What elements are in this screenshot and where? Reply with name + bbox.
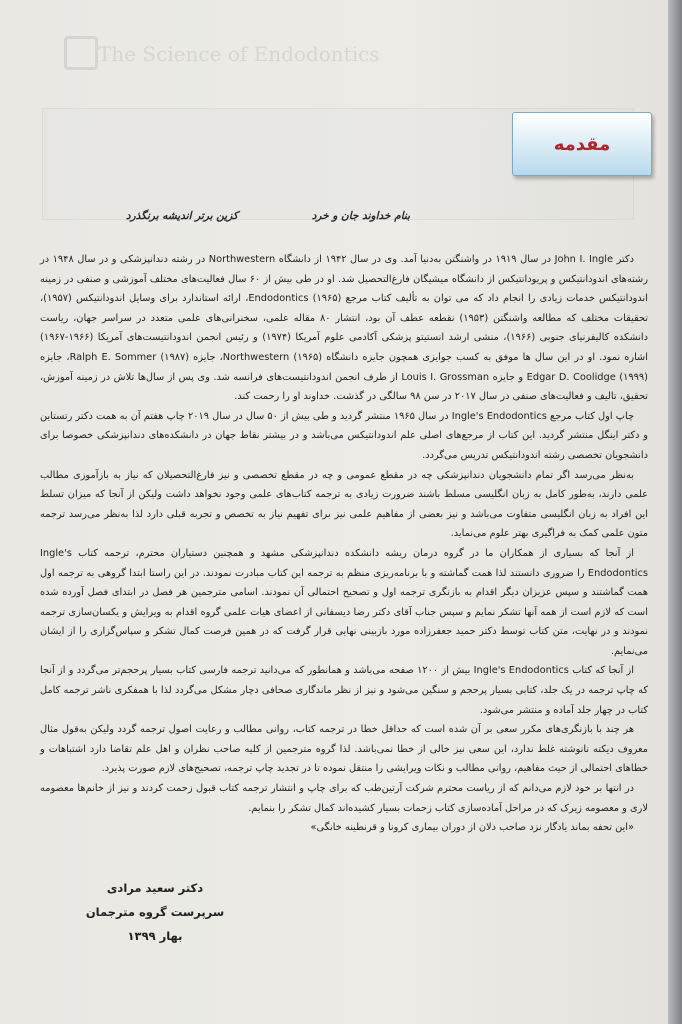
signature-date: بهار ۱۳۹۹ <box>127 929 183 943</box>
page-title: مقدمه <box>553 133 611 155</box>
paragraph-book-history: چاپ اول کتاب مرجع Ingle's Endodontics در سال ۱۹۶۵ منتشر گردید و طی بیش از ۵۰ سال در سال ۲۰۱۹ چاپ هفتم آن به همت دکتر رتستاین و دکتر اینگل منتشر گردید. این کتاب از مرجع‌های اصلی علم اندودانتیکس می‌باشد و در بیشتر نقاط جهان در دانشکده‌های دندانپزشکی خصوصا برای دانشجویان تخصصی رشته اندودانتیکس تدریس می‌گردد. <box>40 410 648 461</box>
paragraph-thanks: در انتها بر خود لازم می‌دانم که از ریاست محترم شرکت آرتین‌طب که برای چاپ و انتشار ترجمه کتاب قبول زحمت کردند و نیز از خانم‌ها معصومه لاری و معصومه زیرک که در مراحل آماده‌سازی کتاب زحمات بسیار کشیده‌اند کمال تشکر را بنمایم. <box>40 783 648 814</box>
verse-right: بنام خداوند جان و خرد <box>311 210 410 222</box>
signature-name: دکتر سعید مرادی <box>106 881 204 895</box>
watermark-title: The Science of Endodontics <box>98 42 380 66</box>
signature-block <box>70 876 240 948</box>
page-edge-shadow <box>668 0 682 1024</box>
paragraph-translation-need: به‌نظر می‌رسد اگر تمام دانشجویان دندانپزشکی چه در مقطع عمومی و چه در مقطع تخصصی و نیز فارغ‌التحصیلان که نیاز به بازآموزی مطالب علمی دارند، به‌طور کامل به زبان انگلیسی مسلط باشند ضرورت زیادی به ترجمه کتاب‌های علمی وجود نخواهد داشت ولیکن از آنجا که میزان تسلط این افراد به زبان انگلیسی متفاوت می‌باشد و نیز بعضی از مفاهیم علمی نیز برای تفهیم نیاز به تخصص و تجربه قبلی دارد لذا به‌نظر می‌رسد ترجمه متون علمی کمک به فراگیری بهتر علوم می‌نماید. <box>40 469 648 540</box>
title-box <box>512 112 652 176</box>
paragraph-dedication: «این تحفه بماند یادگار نزد صاحب دلان از دوران بیماری کرونا و قرنطینه خانگی» <box>310 822 634 834</box>
verse-left: کزین برتر اندیشه برنگذرد <box>125 210 238 222</box>
paragraph-volumes: از آنجا که کتاب Ingle's Endodontics بیش از ۱۲۰۰ صفحه می‌باشد و همانطور که می‌دانید ترجمه فارسی کتاب بسیار پرحجم‌تر می‌گردد و از آنجا که چاپ ترجمه در یک جلد، کتابی بسیار پرحجم و سنگین می‌شود و نیز از نظر ماندگاری صحافی دچار مشکل می‌گردد لذا با همفکری ناشر ترجمه کامل کتاب در چهار جلد آماده و منتشر می‌شود. <box>40 665 648 716</box>
body-text <box>40 250 648 838</box>
paragraph-translation-process: از آنجا که بسیاری از همکاران ما در گروه درمان ریشه دانشکده دندانپزشکی مشهد و همچنین دستیاران محترم، ترجمه کتاب Ingle's Endodontics را ضروری دانستند لذا همت گماشته و با برنامه‌ریزی منظم به ترجمه این کتاب مبادرت نمودند. در این راستا ابتدا گروهی به ترجمه اول همت گماشتند و سپس عزیزان دیگر اقدام به بازنگری ترجمه اول و تصحیح احتمالی آن نمودند. اسامی مترجمین هر فصل در ابتدای فصل آورده شده است که لازم است از همه آنها تشکر نمایم و سپس جناب آقای دکتر رضا دیسفانی از اعضای هیات علمی گروه اقدام به ویرایش و یکسان‌سازی ترجمه نمودند و در نهایت، متن کتاب توسط دکتر حمید جعفرزاده مورد بازبینی نهایی قرار گرفت که در همین فرصت کمال تشکر و سپاس‌گزاری را از ایشان می‌نمایم. <box>40 547 648 657</box>
signature-role: سرپرست گروه مترجمان <box>85 905 225 919</box>
paragraph-errata: هر چند با بازنگری‌های مکرر سعی بر آن شده است که حداقل خطا در ترجمه کتاب، روانی مطالب و رعایت اصول ترجمه گردد ولیکن به‌قول مثال معروف دیکته نانوشته غلط ندارد، این سعی نیز خالی از خطا نمی‌باشد. لذا گروه مترجمین از کلیه صاحب نظران و اهل علم تقاضا دارد اشتباهات و خطاهای احتمالی از حیث مفاهیم، روانی مطالب و نکات ویرایشی را منتقل نموده تا در تجدید چاپ ترجمه، تصحیح‌های لازم صورت پذیرد. <box>40 724 648 775</box>
paragraph-biography: دکتر John I. Ingle در سال ۱۹۱۹ در واشنگتن به‌دنیا آمد. وی در سال ۱۹۴۲ از دانشگاه Northwestern در رشته دندانپزشکی و در سال ۱۹۴۸ در رشته‌های اندودانتیکس و پریودانتیکس از دانشگاه میشیگان فارغ‌التحصیل شد. او در طی بیش از ۶۰ سال فعالیت‌های مختلف آموزشی و صنفی در زمینه اندودانتیکس خدمات زیادی را انجام داد که می توان به تألیف کتاب مرجع Endodontics (۱۹۶۵)، ارائه استاندارد برای وسایل اندودانتیکس (۱۹۵۷)، تحقیقات مختلف که مطالعه واشنگتن (۱۹۵۳) نقطعه عطف آن بود، انتشار ۸۰ مقاله علمی، سخنرانی‌های علمی متعدد در سراسر جهان، ریاست دانشکده کالیفرنیای جنوبی (۱۹۶۶)، منشی ارشد انستیتو پزشکی آکادمی علوم آمریکا (۱۹۷۴) و رئیس انجمن اندودانتیست‌های آمریکا (۱۹۶۶-۱۹۶۷) اشاره نمود. او در این سال ها موفق به کسب جوایزی همچون جایزه دانشگاه Northwestern (۱۹۶۵)، جایزه Ralph E. Sommer (۱۹۸۷)، جایزه Edgar D. Coolidge (۱۹۹۹) و جایزه Louis I. Grossman از طرف انجمن اندودانتیست‌های فرانسه شد. وی پس از سال‌ها تلاش در زمینه آموزش، تحقیق، تالیف و فعالیت‌های صنفی در سال ۲۰۱۷ در سن ۹۸ سالگی در گذشت. خداوند او را رحمت کند. <box>40 254 649 403</box>
watermark-logo-icon <box>64 36 98 70</box>
